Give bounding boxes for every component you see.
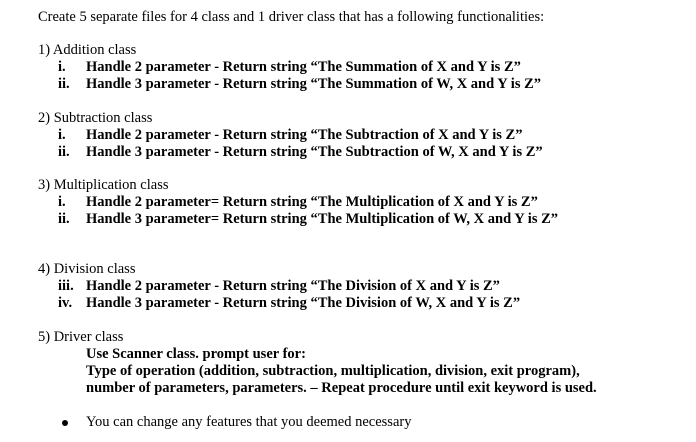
driver-line: Type of operation (addition, subtraction, multiplication, division, exit program), xyxy=(86,363,580,379)
item-number: i. xyxy=(58,59,66,75)
item-number: i. xyxy=(58,194,66,210)
item-number: i. xyxy=(58,127,66,143)
list-item xyxy=(38,211,558,228)
section-title: 4) Division class xyxy=(38,261,136,277)
intro-text: Create 5 separate files for 4 class and 1 driver class that has a following functionalities: xyxy=(38,9,545,25)
bullet-text: You can change any features that you deemed necessary xyxy=(86,414,412,430)
driver-line: Use Scanner class. prompt user for: xyxy=(86,346,306,362)
bullet-note xyxy=(62,414,411,431)
item-text: Handle 2 parameter - Return string “The Summation of X and Y is Z” xyxy=(86,59,521,75)
item-number: iv. xyxy=(58,295,73,311)
item-text: Handle 3 parameter - Return string “The Subtraction of W, X and Y is Z” xyxy=(86,144,543,160)
section-subtraction xyxy=(38,110,543,161)
item-number: ii. xyxy=(58,211,70,227)
section-title: 5) Driver class xyxy=(38,329,124,345)
item-text: Handle 3 parameter= Return string “The Multiplication of W, X and Y is Z” xyxy=(86,211,559,227)
section-driver xyxy=(38,329,597,397)
item-text: Handle 2 parameter - Return string “The Division of X and Y is Z” xyxy=(86,278,500,294)
section-title: 2) Subtraction class xyxy=(38,110,153,126)
list-item xyxy=(38,76,541,93)
item-number: iii. xyxy=(58,278,74,294)
section-title: 3) Multiplication class xyxy=(38,177,169,193)
list-item xyxy=(38,194,558,211)
item-number: ii. xyxy=(58,76,70,92)
item-text: Handle 3 parameter - Return string “The Summation of W, X and Y is Z” xyxy=(86,76,542,92)
item-text: Handle 2 parameter= Return string “The Multiplication of X and Y is Z” xyxy=(86,194,538,210)
list-item xyxy=(38,59,541,76)
section-multiplication xyxy=(38,177,558,228)
list-item xyxy=(38,278,520,295)
section-addition xyxy=(38,42,541,93)
list-item xyxy=(38,295,520,312)
list-item xyxy=(38,144,543,161)
list-item xyxy=(38,127,543,144)
bullet-dot-icon xyxy=(62,420,68,426)
driver-line: number of parameters, parameters. – Repeat procedure until exit keyword is used. xyxy=(86,380,597,396)
section-division xyxy=(38,261,520,312)
section-title: 1) Addition class xyxy=(38,42,137,58)
item-text: Handle 3 parameter - Return string “The Division of W, X and Y is Z” xyxy=(86,295,521,311)
item-number: ii. xyxy=(58,144,70,160)
item-text: Handle 2 parameter - Return string “The Subtraction of X and Y is Z” xyxy=(86,127,523,143)
